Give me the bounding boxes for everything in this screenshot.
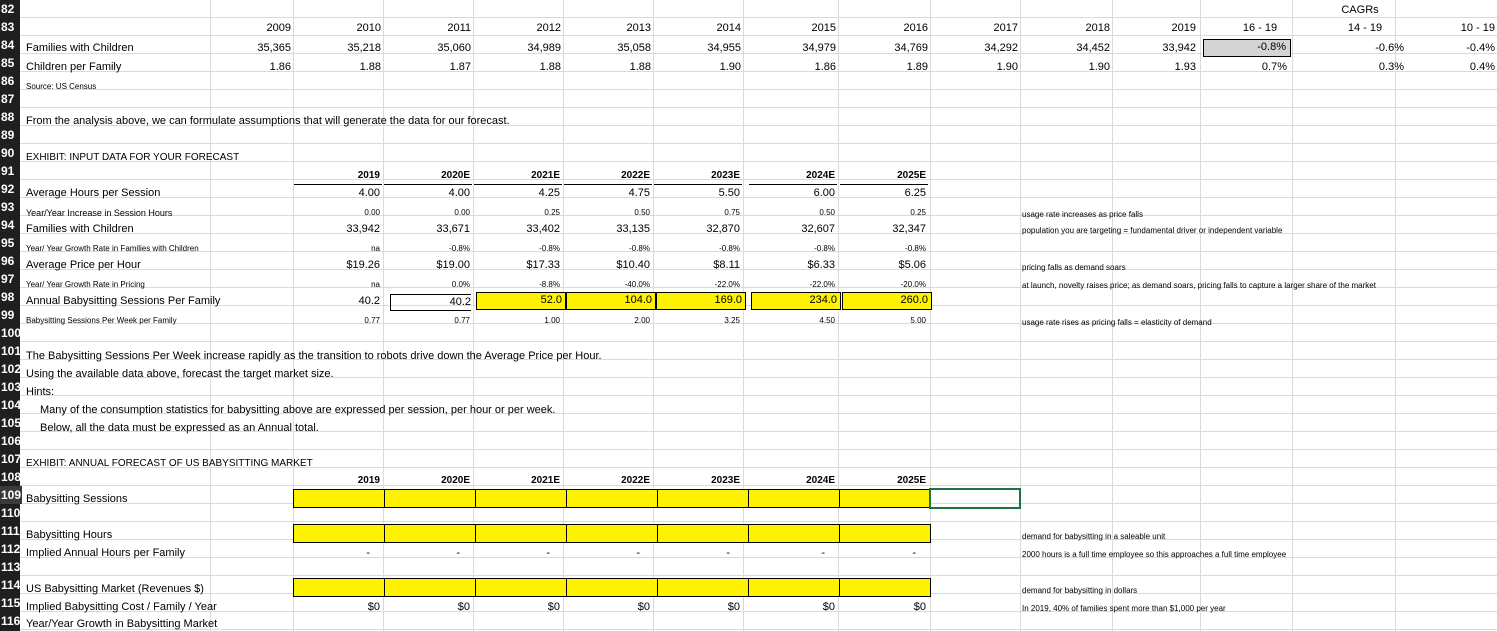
input-value-cell: 4.75 <box>628 187 650 199</box>
year-header: 2025E <box>897 475 926 486</box>
cost-value: $0 <box>637 601 650 613</box>
row-number[interactable]: 95 <box>1 236 15 250</box>
input-value-cell: 33,671 <box>436 223 470 235</box>
census-families-value: 34,955 <box>707 42 741 54</box>
year-header: 2020E <box>441 475 470 486</box>
forecast-input-cell[interactable] <box>657 524 749 543</box>
census-children-value: 1.88 <box>629 61 651 73</box>
row-number[interactable]: 107 <box>1 452 22 466</box>
input-value-cell: 1.00 <box>544 316 560 325</box>
input-value-cell: $5.06 <box>898 259 926 271</box>
year-header-underline <box>840 184 928 185</box>
census-children-value: 1.90 <box>1088 61 1110 73</box>
input-value-cell: 33,942 <box>346 223 380 235</box>
census-families-value: 34,292 <box>984 42 1018 54</box>
input-value-cell: 4.25 <box>538 187 560 199</box>
grid-row-line <box>20 341 1497 342</box>
forecast-input-cell[interactable] <box>566 489 658 508</box>
forecast-input-cell[interactable] <box>384 489 476 508</box>
input-value-cell: -22.0% <box>714 280 740 289</box>
grid-row-line <box>20 143 1497 144</box>
cost-per-family-label: Implied Babysitting Cost / Family / Year <box>26 601 217 613</box>
census-families-value: 34,452 <box>1076 42 1110 54</box>
forecast-input-cell[interactable] <box>293 524 385 543</box>
implied-hours-value: - <box>546 547 550 559</box>
children-cagr-16-19: 0.7% <box>1261 61 1287 73</box>
input-value-cell: 0.77 <box>364 316 380 325</box>
input-value-cell: -0.8% <box>629 244 650 253</box>
row-number[interactable]: 115 <box>1 596 21 610</box>
grid-row-line <box>20 89 1497 90</box>
census-families-value: 34,769 <box>894 42 928 54</box>
input-value-cell: 5.50 <box>718 187 740 199</box>
census-families-value: 35,218 <box>347 42 381 54</box>
families-cagr-10-19: -0.4% <box>1466 42 1495 54</box>
year-header: 2025E <box>897 170 926 181</box>
census-families-value: 35,365 <box>257 42 291 54</box>
input-value-cell: na <box>371 244 380 253</box>
hint-2: Below, all the data must be expressed as an Annual total. <box>40 422 319 434</box>
row-number[interactable]: 112 <box>1 542 21 556</box>
year-header: 2019 <box>357 170 380 181</box>
row-number[interactable]: 105 <box>1 416 22 430</box>
row-number[interactable]: 116 <box>1 614 21 628</box>
babysitting-hours-label: Babysitting Hours <box>26 529 113 541</box>
input-value-cell: $10.40 <box>616 259 650 271</box>
families-with-children-label: Families with Children <box>26 42 134 54</box>
row-number[interactable]: 96 <box>1 254 15 268</box>
forecast-exhibit-title: EXHIBIT: ANNUAL FORECAST OF US BABYSITTING MARKET <box>26 458 313 469</box>
input-value-cell: 0.75 <box>724 208 740 217</box>
input-value-cell: 0.77 <box>454 316 470 325</box>
year-header: 2021E <box>531 170 560 181</box>
hints-label: Hints: <box>26 386 55 398</box>
input-value-cell: 6.25 <box>904 187 926 199</box>
census-children-value: 1.88 <box>359 61 381 73</box>
year-header: 2023E <box>711 475 740 486</box>
grid-row-line <box>20 575 1497 576</box>
cagr-header-10-19: 10 - 19 <box>1460 22 1495 34</box>
year-header: 2020E <box>441 170 470 181</box>
row-number[interactable]: 106 <box>1 434 22 448</box>
row-number[interactable]: 99 <box>1 308 15 322</box>
input-row-label: Families with Children <box>26 223 134 235</box>
active-cell[interactable] <box>929 488 1021 509</box>
census-families-value: 35,058 <box>617 42 651 54</box>
grid-row-line <box>20 449 1497 450</box>
input-row-label: Year/Year Increase in Session Hours <box>26 208 173 218</box>
note-hours: demand for babysitting in a saleable unit <box>1022 532 1166 541</box>
row-number[interactable]: 87 <box>1 92 15 106</box>
forecast-input-cell[interactable] <box>384 524 476 543</box>
census-year: 2015 <box>811 22 836 34</box>
grid-col-line <box>210 0 211 631</box>
census-families-value: 34,989 <box>527 42 561 54</box>
row-number[interactable]: 111 <box>1 524 20 538</box>
input-value-cell: 6.00 <box>813 187 835 199</box>
input-value-cell: -0.8% <box>449 244 470 253</box>
input-value-cell: $6.33 <box>807 259 835 271</box>
row-number[interactable]: 85 <box>1 56 15 70</box>
row-number[interactable]: 91 <box>1 164 15 178</box>
input-row-label: Annual Babysitting Sessions Per Family <box>26 295 221 307</box>
census-children-value: 1.86 <box>269 61 291 73</box>
note-session-hours: usage rate increases as price falls <box>1022 210 1143 219</box>
year-header-underline <box>564 184 652 185</box>
row-number[interactable]: 82 <box>1 2 15 16</box>
grid-col-line <box>1395 0 1396 631</box>
hours-input-row[interactable] <box>293 524 930 543</box>
input-value-cell: 33,402 <box>526 223 560 235</box>
census-children-value: 1.90 <box>996 61 1018 73</box>
implied-hours-value: - <box>912 547 916 559</box>
row-number[interactable]: 83 <box>1 20 15 34</box>
input-value-cell: 0.0% <box>451 280 470 289</box>
row-number[interactable]: 97 <box>1 272 15 286</box>
input-value-cell: -8.8% <box>539 280 560 289</box>
census-year: 2010 <box>356 22 381 34</box>
row-number[interactable]: 101 <box>1 344 22 358</box>
selected-cell-cagr[interactable]: -0.8% <box>1203 39 1291 57</box>
forecast-input-cell[interactable] <box>657 489 749 508</box>
input-value-cell: $19.00 <box>436 259 470 271</box>
grid-row-line <box>20 35 1497 36</box>
source-note: Source: US Census <box>26 82 97 91</box>
market-growth-label: Year/Year Growth in Babysitting Market <box>26 618 218 630</box>
cagr-title: CAGRs <box>1341 4 1379 16</box>
input-exhibit-title: EXHIBIT: INPUT DATA FOR YOUR FORECAST <box>26 152 240 163</box>
row-number[interactable]: 113 <box>1 560 21 574</box>
cost-value: $0 <box>913 601 926 613</box>
census-children-value: 1.89 <box>906 61 928 73</box>
year-header-underline <box>654 184 742 185</box>
year-header: 2022E <box>621 475 650 486</box>
input-value-cell: 0.50 <box>819 208 835 217</box>
grid-col-line <box>1292 0 1293 631</box>
forecast-input-cell[interactable] <box>475 489 567 508</box>
hint-1: Many of the consumption statistics for babysitting above are expressed per session, per hour or per week. <box>40 404 556 416</box>
input-row-label: Average Price per Hour <box>26 259 141 271</box>
highlighted-input-cell[interactable]: 169.0 <box>656 292 746 310</box>
year-header: 2023E <box>711 170 740 181</box>
input-value-cell: 33,135 <box>616 223 650 235</box>
input-value-cell: -22.0% <box>809 280 835 289</box>
input-value-cell: $8.11 <box>713 259 740 271</box>
input-row-label: Average Hours per Session <box>26 187 161 199</box>
forecast-input-cell[interactable] <box>839 524 931 543</box>
intro-text: From the analysis above, we can formulate assumptions that will generate the data for our forecast. <box>26 115 510 127</box>
census-families-value: 34,979 <box>802 42 836 54</box>
input-value-cell: na <box>371 280 380 289</box>
grid-row-line <box>20 395 1497 396</box>
highlighted-input-cell[interactable]: 104.0 <box>566 292 656 310</box>
census-families-value: 33,942 <box>1162 42 1196 54</box>
note-families: population you are targeting = fundamental driver or independent variable <box>1022 226 1283 235</box>
input-value-cell: 0.50 <box>634 208 650 217</box>
input-value-cell: 0.25 <box>910 208 926 217</box>
input-value-cell: 40.2 <box>390 294 471 311</box>
grid-row-line <box>20 521 1497 522</box>
market-input-row[interactable] <box>293 578 930 597</box>
implied-hours-value: - <box>366 547 370 559</box>
input-value-cell: -0.8% <box>539 244 560 253</box>
row-number[interactable]: 84 <box>1 38 15 52</box>
input-row-label: Year/ Year Growth Rate in Families with Children <box>26 244 199 253</box>
forecast-input-cell[interactable] <box>475 578 567 597</box>
row-number[interactable]: 92 <box>1 182 15 196</box>
input-value-cell: -40.0% <box>624 280 650 289</box>
input-value-cell: $17.33 <box>526 259 560 271</box>
cagr-header-16-19: 16 - 19 <box>1242 22 1278 34</box>
input-value-cell: 4.50 <box>819 316 835 325</box>
grid-row-line <box>20 629 1497 630</box>
instruction-line-2: Using the available data above, forecast the target market size. <box>26 368 334 380</box>
year-header: 2021E <box>531 475 560 486</box>
cost-value: $0 <box>367 601 380 613</box>
census-year: 2013 <box>626 22 651 34</box>
note-cost: In 2019, 40% of families spent more than $1,000 per year <box>1022 604 1226 613</box>
row-number[interactable]: 103 <box>1 380 22 394</box>
year-header: 2024E <box>806 170 835 181</box>
cost-value: $0 <box>822 601 835 613</box>
input-value-cell: 32,347 <box>892 223 926 235</box>
row-number[interactable]: 98 <box>1 290 15 304</box>
implied-hours-value: - <box>821 547 825 559</box>
input-row-label: Babysitting Sessions Per Week per Family <box>26 316 177 325</box>
highlighted-input-cell[interactable]: 52.0 <box>476 292 566 310</box>
forecast-input-cell[interactable] <box>748 489 840 508</box>
census-year: 2012 <box>536 22 561 34</box>
census-year: 2018 <box>1085 22 1110 34</box>
families-cagr-14-19: -0.6% <box>1375 42 1404 54</box>
forecast-input-cell[interactable] <box>839 578 931 597</box>
census-children-value: 1.93 <box>1174 61 1196 73</box>
row-number[interactable]: 110 <box>1 506 21 520</box>
note-implied-hours: 2000 hours is a full time employee so this approaches a full time employee <box>1022 550 1287 559</box>
input-value-cell: -0.8% <box>905 244 926 253</box>
census-children-value: 1.88 <box>539 61 561 73</box>
input-value-cell: -0.8% <box>719 244 740 253</box>
note-sessions-week: usage rate rises as pricing falls = elasticity of demand <box>1022 318 1212 327</box>
highlighted-input-cell[interactable]: 234.0 <box>751 292 841 310</box>
census-year: 2019 <box>1171 22 1196 34</box>
forecast-input-cell[interactable] <box>566 524 658 543</box>
cost-value: $0 <box>547 601 560 613</box>
note-price: pricing falls as demand soars <box>1022 263 1126 272</box>
input-value-cell: -20.0% <box>900 280 926 289</box>
input-value-cell: 5.00 <box>910 316 926 325</box>
input-value-cell: 32,607 <box>801 223 835 235</box>
implied-hours-label: Implied Annual Hours per Family <box>26 547 185 559</box>
grid-row-line <box>20 161 1497 162</box>
input-value-cell: 4.00 <box>448 187 470 199</box>
year-header-underline <box>474 184 562 185</box>
input-value-cell: 40.2 <box>358 295 380 307</box>
census-year: 2014 <box>716 22 741 34</box>
forecast-input-cell[interactable] <box>293 489 385 508</box>
children-per-family-label: Children per Family <box>26 61 122 73</box>
input-value-cell: 0.00 <box>364 208 380 217</box>
input-value-cell: -0.8% <box>814 244 835 253</box>
input-value-cell: 3.25 <box>724 316 740 325</box>
row-number[interactable]: 100 <box>1 326 22 340</box>
year-header-underline <box>749 184 837 185</box>
forecast-input-cell[interactable] <box>748 524 840 543</box>
census-year: 2009 <box>266 22 291 34</box>
sessions-input-row[interactable] <box>293 489 930 508</box>
row-number[interactable]: 109 <box>1 488 22 502</box>
census-year: 2016 <box>903 22 928 34</box>
forecast-input-cell[interactable] <box>748 578 840 597</box>
cagr-header-14-19: 14 - 19 <box>1347 22 1383 34</box>
implied-hours-value: - <box>726 547 730 559</box>
cost-value: $0 <box>727 601 740 613</box>
input-value-cell: 32,870 <box>706 223 740 235</box>
row-number[interactable]: 104 <box>1 398 22 412</box>
babysitting-sessions-label: Babysitting Sessions <box>26 493 128 505</box>
input-value-cell: 2.00 <box>634 316 650 325</box>
instruction-line-1: The Babysitting Sessions Per Week increase rapidly as the transition to robots drive down the Average Price per Hour. <box>26 350 602 362</box>
implied-hours-value: - <box>456 547 460 559</box>
year-header: 2019 <box>357 475 380 486</box>
forecast-input-cell[interactable] <box>384 578 476 597</box>
census-families-value: 35,060 <box>437 42 471 54</box>
census-year: 2017 <box>993 22 1018 34</box>
note-pricing-growth: at launch, novelty raises price; as demand soars, pricing falls to capture a larger share of the market <box>1022 281 1376 290</box>
row-number[interactable]: 108 <box>1 470 22 484</box>
year-header-underline <box>294 184 382 185</box>
census-children-value: 1.87 <box>449 61 471 73</box>
input-value-cell: 0.00 <box>454 208 470 217</box>
implied-hours-value: - <box>636 547 640 559</box>
census-children-value: 1.86 <box>814 61 836 73</box>
row-number[interactable]: 94 <box>1 218 15 232</box>
forecast-input-cell[interactable] <box>475 524 567 543</box>
row-number[interactable]: 114 <box>1 578 21 592</box>
census-children-value: 1.90 <box>719 61 741 73</box>
forecast-input-cell[interactable] <box>657 578 749 597</box>
note-market: demand for babysitting in dollars <box>1022 586 1138 595</box>
row-number[interactable]: 90 <box>1 146 15 160</box>
children-cagr-14-19: 0.3% <box>1378 61 1404 73</box>
input-value-cell: $19.26 <box>346 259 380 271</box>
highlighted-input-cell[interactable]: 260.0 <box>842 292 932 310</box>
children-cagr-10-19: 0.4% <box>1469 61 1495 73</box>
input-value-cell: 0.25 <box>544 208 560 217</box>
year-header: 2022E <box>621 170 650 181</box>
market-revenue-label: US Babysitting Market (Revenues $) <box>26 583 204 595</box>
forecast-input-cell[interactable] <box>566 578 658 597</box>
grid-row-line <box>20 107 1497 108</box>
row-number[interactable]: 86 <box>1 74 15 88</box>
grid-row-line <box>20 17 1497 18</box>
input-row-label: Year/ Year Growth Rate in Pricing <box>26 280 145 289</box>
year-header-underline <box>384 184 472 185</box>
row-number[interactable]: 88 <box>1 110 15 124</box>
row-number[interactable]: 102 <box>1 362 22 376</box>
forecast-input-cell[interactable] <box>839 489 931 508</box>
row-number[interactable]: 93 <box>1 200 15 214</box>
input-value-cell: 4.00 <box>358 187 380 199</box>
census-year: 2011 <box>447 22 471 34</box>
cost-value: $0 <box>457 601 470 613</box>
row-number[interactable]: 89 <box>1 128 15 142</box>
forecast-input-cell[interactable] <box>293 578 385 597</box>
year-header: 2024E <box>806 475 835 486</box>
grid-col-line <box>1020 0 1021 631</box>
